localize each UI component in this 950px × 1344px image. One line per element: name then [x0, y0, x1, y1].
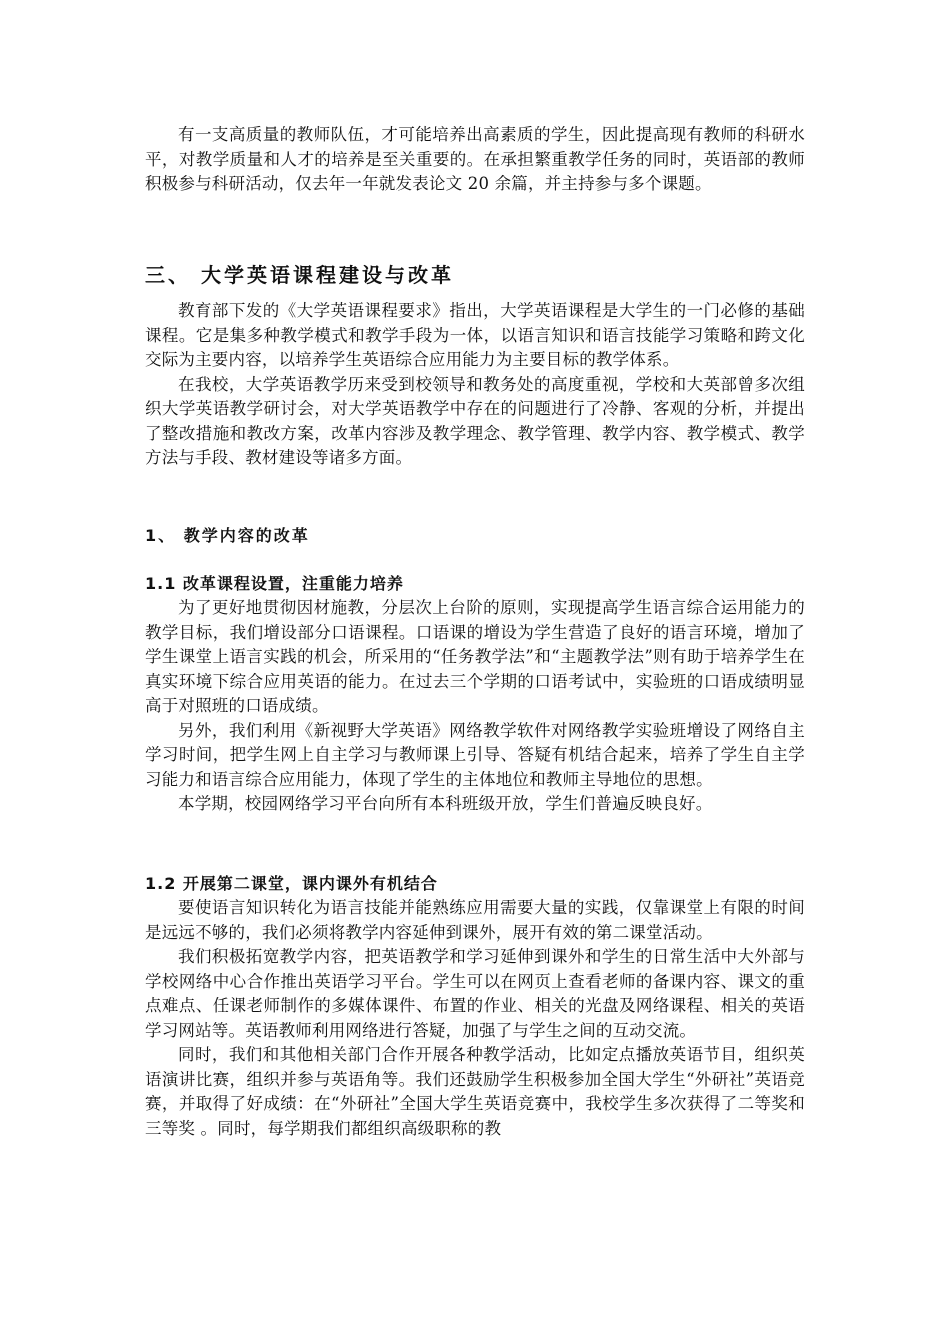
subsection-1-2-heading: 1.2 开展第二课堂，课内课外有机结合: [145, 874, 438, 893]
section-3-paragraph-2: 在我校，大学英语教学历来受到校领导和教务处的高度重视，学校和大英部曾多次组织大学英语教学研讨会，对大学英语教学中存在的问题进行了冷静、客观的分析，并提出了整改措施和教改方案，改革内容涉及教学理念、教学管理、教学内容、教学模式、教学方法与手段、教材建设等诸多方面。: [145, 374, 805, 467]
subsection-1-1: [145, 572, 805, 817]
subsection-1: [145, 524, 805, 548]
subsection-1-2-paragraph-2: 我们积极拓宽教学内容，把英语教学和学习延伸到课外和学生的日常生活中大外部与学校网络中心合作推出英语学习平台。学生可以在网页上查看老师的备课内容、课文的重点难点、任课老师制作的多媒体课件、布置的作业、相关的光盘及网络课程、相关的英语学习网站等。英语教师利用网络进行答疑，加强了与学生之间的互动交流。: [145, 947, 805, 1040]
intro-paragraph: 有一支高质量的教师队伍，才可能培养出高素质的学生，因此提高现有教师的科研水平，对教学质量和人才的培养是至关重要的。在承担繁重教学任务的同时，英语部的教师积极参与科研活动，仅去年一年就发表论文 20 余篇，并主持参与多个课题。: [145, 125, 805, 193]
section-3-paragraph-1: 教育部下发的《大学英语课程要求》指出，大学英语课程是大学生的一门必修的基础课程。它是集多种教学模式和教学手段为一体，以语言知识和语言技能学习策略和跨文化交际为主要内容，以培养学生英语综合应用能力为主要目标的教学体系。: [145, 301, 805, 369]
subsection-1-1-heading: 1.1 改革课程设置，注重能力培养: [145, 574, 404, 593]
subsection-1-2-paragraph-3: 同时，我们和其他相关部门合作开展各种教学活动，比如定点播放英语节目，组织英语演讲比赛，组织并参与英语角等。我们还鼓励学生积极参加全国大学生“外研社”英语竞赛，并取得了好成绩：在“外研社”全国大学生英语竞赛中，我校学生多次获得了二等奖和三等奖 。同时，每学期我们都组织高级职称的教: [145, 1045, 805, 1138]
section-3-body: [145, 299, 805, 471]
section-3-heading: 三、 大学英语课程建设与改革: [145, 263, 454, 287]
subsection-1-1-paragraph-3: 本学期，校园网络学习平台向所有本科班级开放，学生们普遍反映良好。: [178, 794, 713, 813]
section-3: [145, 262, 805, 288]
subsection-1-1-paragraph-1: 为了更好地贯彻因材施教，分层次上台阶的原则，实现提高学生语言综合运用能力的教学目标，我们增设部分口语课程。口语课的增设为学生营造了良好的语言环境，增加了学生课堂上语言实践的机会，所采用的“任务教学法”和“主题教学法”则有助于培养学生在真实环境下综合应用英语的能力。在过去三个学期的口语考试中，实验班的口语成绩明显高于对照班的口语成绩。: [145, 598, 805, 715]
subsection-1-2-paragraph-1: 要使语言知识转化为语言技能并能熟练应用需要大量的实践，仅靠课堂上有限的时间是远远不够的，我们必须将教学内容延伸到课外，展开有效的第二课堂活动。: [145, 898, 805, 942]
subsection-1-2: [145, 872, 805, 1141]
intro-section: [145, 123, 805, 197]
subsection-1-1-paragraph-2: 另外，我们利用《新视野大学英语》网络教学软件对网络教学实验班增设了网络自主学习时间，把学生网上自主学习与教师课上引导、答疑有机结合起来，培养了学生自主学习能力和语言综合应用能力，体现了学生的主体地位和教师主导地位的思想。: [145, 720, 805, 789]
subsection-1-heading: 1、 教学内容的改革: [145, 526, 310, 545]
